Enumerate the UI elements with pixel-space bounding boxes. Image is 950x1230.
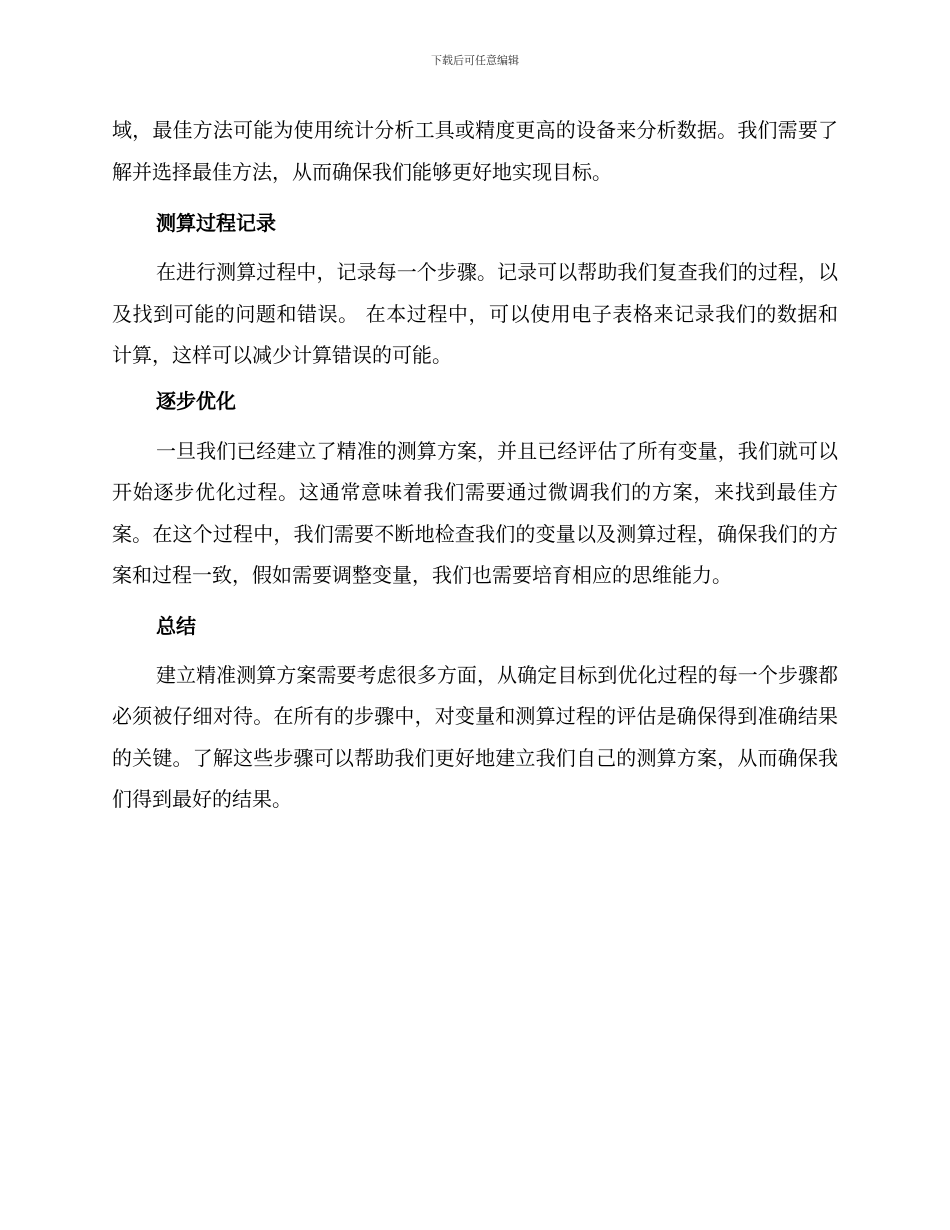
section-heading-optimization: 逐步优化 (156, 388, 236, 413)
page-header: 下载后可任意编辑 (431, 54, 519, 67)
section-heading-measurement-record: 测算过程记录 (156, 211, 276, 235)
section-paragraph-optimization: 一旦我们已经建立了精准的测算方案，并且已经评估了所有变量，我们就可以开始逐步优化过程。这通常意味着我们需要通过微调我们的方案，来找到最佳方案。在这个过程中，我们需要不断地检查我们的变量以及测算过程，确保我们的方案和过程一致，假如需要调整变量，我们也需要培育相应的思维能力。 (112, 438, 838, 587)
intro-paragraph: 域，最佳方法可能为使用统计分析工具或精度更高的设备来分析数据。我们需要了解并选择最佳方法，从而确保我们能够更好地实现目标。 (112, 118, 838, 184)
document-body (112, 110, 838, 821)
section-paragraph-measurement-record: 在进行测算过程中，记录每一个步骤。记录可以帮助我们复查我们的过程，以及找到可能的问题和错误。 在本过程中，可以使用电子表格来记录我们的数据和计算，这样可以减少计算错误的可能。 (112, 260, 838, 367)
section-paragraph-summary: 建立精准测算方案需要考虑很多方面，从确定目标到优化过程的每一个步骤都必须被仔细对待。在所有的步骤中，对变量和测算过程的评估是确保得到准确结果的关键。了解这些步骤可以帮助我们更好地建立我们自己的测算方案，从而确保我们得到最好的结果。 (112, 662, 838, 811)
section-heading-summary: 总结 (156, 613, 196, 638)
